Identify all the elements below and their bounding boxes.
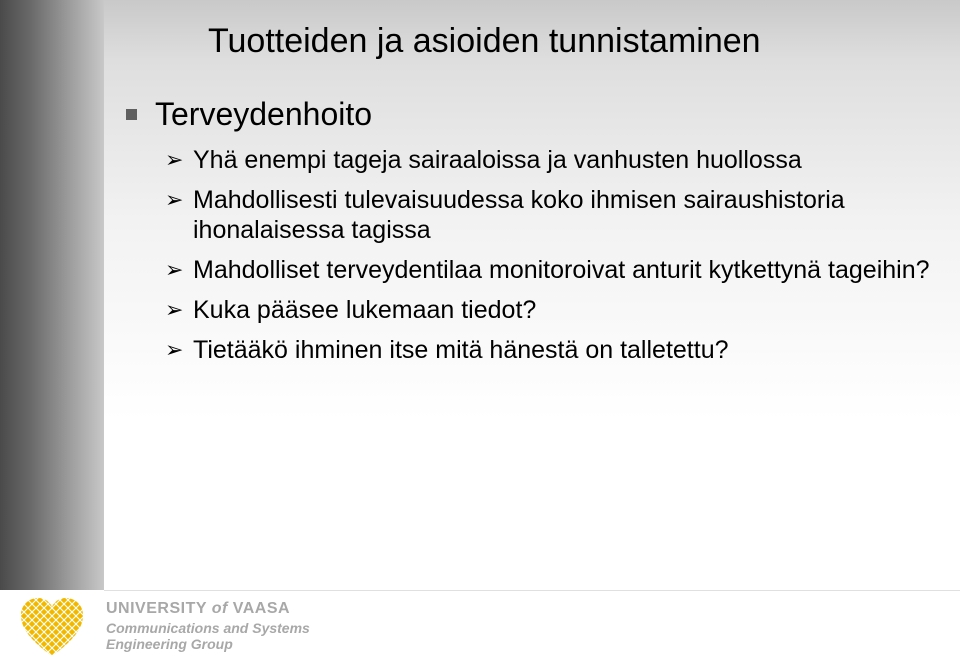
slide-title: Tuotteiden ja asioiden tunnistaminen	[208, 22, 761, 60]
bullet-list	[165, 145, 945, 375]
footer-divider	[104, 590, 960, 591]
heart-mosaic-logo-icon	[20, 596, 84, 660]
bullet-text: Tietääkö ihminen itse mitä hänestä on talletettu?	[193, 336, 729, 364]
arrow-bullet-icon: ➢	[165, 187, 184, 212]
bullet-text: Mahdollisesti tulevaisuudessa koko ihmisen sairaushistoria ihonalaisessa tagissa	[193, 186, 845, 244]
bullet-text: Mahdolliset terveydentilaa monitoroivat anturit kytkettynä tageihin?	[193, 256, 930, 284]
bullet-text: Yhä enempi tageja sairaaloissa ja vanhusten huollossa	[193, 146, 802, 174]
arrow-bullet-icon: ➢	[165, 337, 184, 362]
bullet-item	[165, 185, 945, 245]
bullet-item	[165, 295, 945, 325]
heading-text: Terveydenhoito	[155, 96, 373, 132]
left-gradient-band	[0, 0, 104, 590]
arrow-bullet-icon: ➢	[165, 297, 184, 322]
bullet-item	[165, 335, 945, 365]
bullet-item	[165, 145, 945, 175]
arrow-bullet-icon: ➢	[165, 257, 184, 282]
heading-item	[126, 96, 372, 133]
bullet-item	[165, 255, 945, 285]
university-name: UNIVERSITY of VAASA	[106, 600, 291, 617]
square-bullet-icon	[126, 109, 137, 120]
group-name: Communications and Systems Engineering Group	[106, 620, 310, 652]
bullet-text: Kuka pääsee lukemaan tiedot?	[193, 296, 537, 324]
arrow-bullet-icon: ➢	[165, 147, 184, 172]
